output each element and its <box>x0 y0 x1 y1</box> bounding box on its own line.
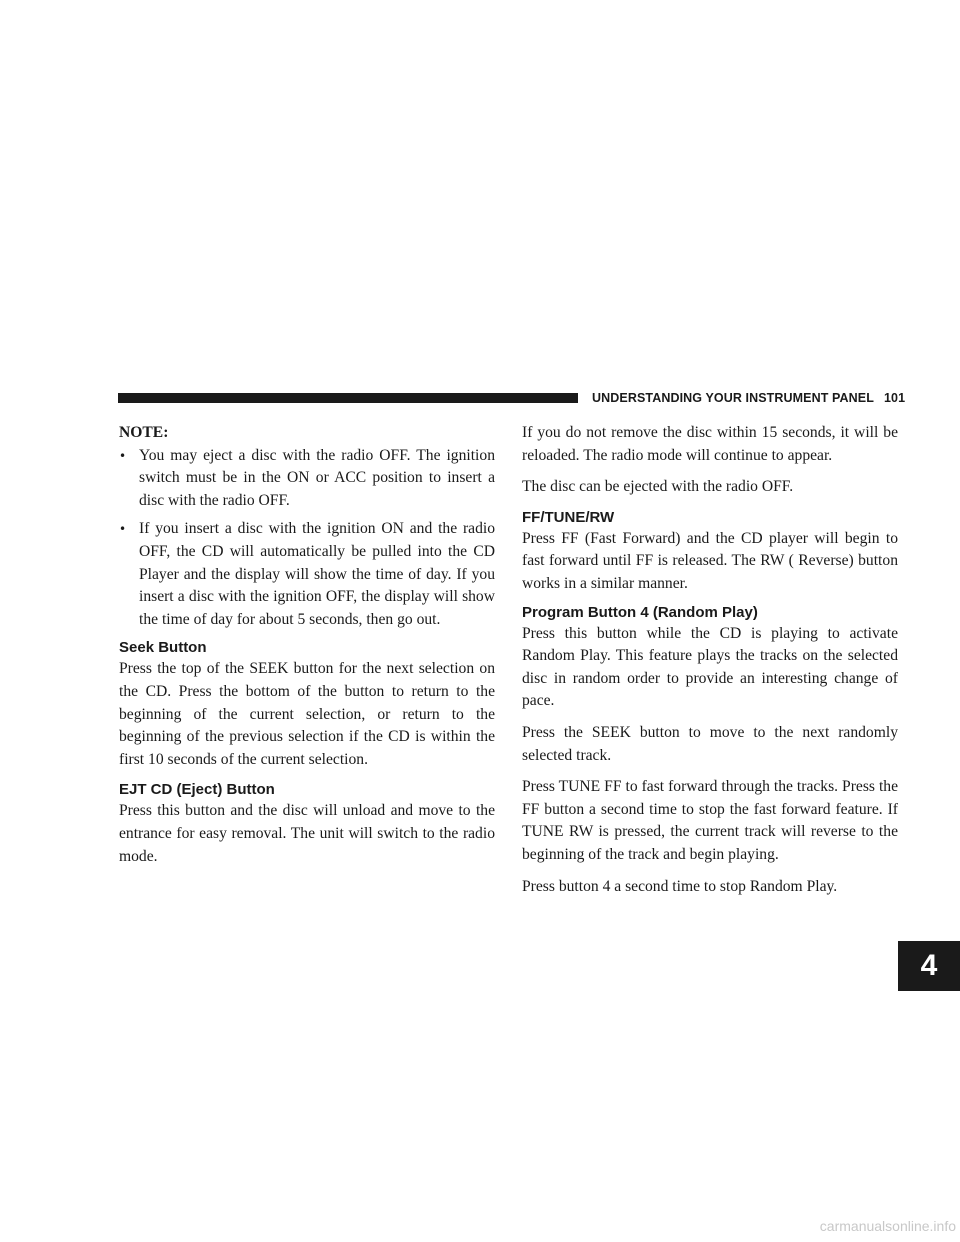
reload-paragraph: If you do not remove the disc within 15 seconds, it will be reloaded. The radio mode will continue to appear. <box>522 424 898 464</box>
header-rule <box>118 393 578 403</box>
page-number: 101 <box>883 391 906 405</box>
bullet-text: You may eject a disc with the radio OFF. The ignition switch must be in the ON or ACC position to insert a disc with the radio OFF. <box>139 446 495 509</box>
random-play-paragraph: Press this button while the CD is playing to activate Random Play. This feature plays the tracks on the selected disc in random order to provide an interesting change of pace. <box>522 624 898 710</box>
header-title: UNDERSTANDING YOUR INSTRUMENT PANEL <box>592 391 874 405</box>
ff-tune-rw-heading: FF/TUNE/RW <box>522 508 615 526</box>
random-play-paragraph: Press the SEEK button to move to the next randomly selected track. <box>522 723 898 764</box>
bullet-text: If you insert a disc with the ignition ON and the radio OFF, the CD will automatically be pulled into the CD Player and the display will show the time of day. If you insert a disc with the ignition OFF, the display will show the time of day for about 5 seconds, then go out. <box>139 520 495 628</box>
seek-button-heading: Seek Button <box>119 639 207 657</box>
eject-button-text: Press this button and the disc will unload and move to the entrance for easy removal. The unit will switch to the radio mode. <box>119 802 495 865</box>
eject-button-heading: EJT CD (Eject) Button <box>119 781 275 799</box>
random-play-paragraph: Press button 4 a second time to stop Random Play. <box>522 877 838 895</box>
running-header <box>592 391 906 405</box>
note-heading: NOTE: <box>119 424 169 441</box>
note-bullet-item <box>119 518 495 631</box>
random-play-heading: Program Button 4 (Random Play) <box>522 603 758 621</box>
left-column <box>119 422 495 877</box>
ff-tune-rw-text: Press FF (Fast Forward) and the CD player will begin to fast forward until FF is released. The RW ( Reverse) button works in a similar manner. <box>522 529 898 592</box>
seek-button-text: Press the top of the SEEK button for the next selection on the CD. Press the bottom of the button to return to the beginning of the current selection, or return to the beginning of the previous selection if the CD is within the first 10 seconds of the current selection. <box>119 660 495 768</box>
right-column <box>522 422 898 907</box>
eject-radio-off-paragraph: The disc can be ejected with the radio OFF. <box>522 478 794 496</box>
bullet-icon: • <box>119 448 127 463</box>
note-bullet-list <box>119 445 495 632</box>
random-play-paragraph: Press TUNE FF to fast forward through the tracks. Press the FF button a second time to stop the fast forward feature. If TUNE RW is pressed, the current track will reverse to the beginning of the track and begin playing. <box>522 778 898 863</box>
watermark: carmanualsonline.info <box>819 1218 956 1234</box>
bullet-icon: • <box>119 522 127 537</box>
note-bullet-item <box>119 445 495 513</box>
chapter-tab: 4 <box>898 941 960 991</box>
